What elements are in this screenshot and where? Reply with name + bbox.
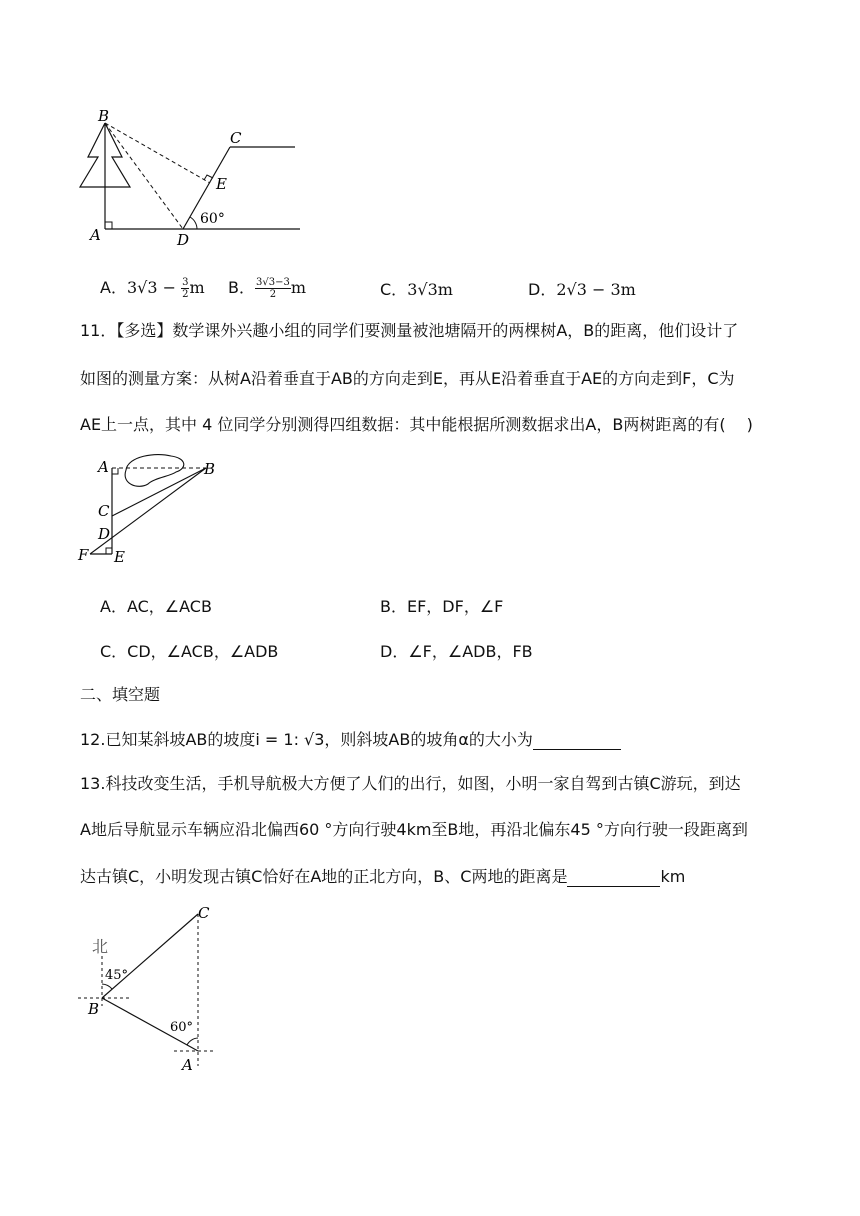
- q10-option-b-fraction: [255, 277, 291, 300]
- q13-line-2: A地后导航显示车辆应沿北偏西60 °方向行驶4km至B地，再沿北偏东45 °方向行驶一段距离到: [80, 820, 748, 839]
- fig1-label-b: B: [98, 107, 110, 125]
- q13-line-3-text: 达古镇C，小明发现古镇C恰好在A地的正北方向，B、C两地的距离是: [80, 867, 568, 886]
- q10-option-b-frac-num: 3√3−3: [255, 277, 290, 288]
- fig3-north-label: 北: [92, 937, 109, 956]
- figure-pond: [76, 450, 226, 570]
- q13-line-1: 13.科技改变生活，手机导航极大方便了人们的出行，如图，小明一家自驾到古镇C游玩，到达: [80, 774, 741, 793]
- q11-option-c: C．CD，∠ACB，∠ADB: [100, 642, 279, 661]
- fig3-label-b: B: [88, 1000, 100, 1018]
- q12-question: 12.已知某斜坡AB的坡度i = 1: √3，则斜坡AB的坡角α的大小为: [80, 730, 533, 749]
- q10-option-c: [380, 277, 453, 300]
- fig2-label-c: C: [98, 502, 110, 520]
- q12-text: [80, 727, 621, 750]
- q11-line-3: AE上一点，其中 4 位同学分别测得四组数据：其中能根据所测数据求出A，B两树距离的有( ): [80, 415, 753, 434]
- q13-unit: km: [660, 867, 686, 886]
- q11-option-b: B．EF，DF，∠F: [380, 597, 504, 616]
- fig2-label-b: B: [204, 460, 216, 478]
- q10-option-d: [528, 277, 636, 300]
- fig2-label-d: D: [98, 525, 111, 543]
- q13-line-3: [80, 864, 685, 887]
- q10-option-b-frac-den: 2: [269, 289, 277, 300]
- q10-option-b-unit: m: [290, 278, 306, 297]
- q10-option-a-text: 3√3 −: [126, 278, 182, 297]
- q10-option-a-frac-den: 2: [182, 289, 189, 300]
- q11-line-2: 如图的测量方案：从树A沿着垂直于AB的方向走到E，再从E沿着垂直于AE的方向走到F，C为: [80, 369, 735, 388]
- fig1-label-a: A: [90, 226, 101, 244]
- fig1-label-e: E: [216, 175, 227, 193]
- q13-answer-blank[interactable]: [567, 867, 660, 887]
- fig1-label-d: D: [177, 231, 190, 249]
- section-title-fill-blank: 二、填空题: [80, 685, 161, 704]
- q10-option-c-label: C．: [380, 280, 408, 299]
- fig3-angle-45: 45°: [105, 968, 129, 983]
- q10-option-a-frac-num: 3: [182, 277, 189, 288]
- fig1-angle-60: 60°: [200, 211, 225, 227]
- q12-answer-blank[interactable]: [533, 730, 621, 750]
- fig2-label-a: A: [98, 458, 109, 476]
- q10-option-a: [100, 275, 205, 300]
- fig2-label-f: F: [78, 546, 89, 564]
- fig3-label-c: C: [198, 904, 210, 922]
- fig3-label-a: A: [182, 1056, 193, 1074]
- q10-option-c-text: 3√3m: [407, 280, 453, 299]
- q10-option-d-text: 2√3 − 3m: [556, 280, 636, 299]
- q11-option-d: D．∠F，∠ADB，FB: [380, 642, 533, 661]
- q10-option-a-unit: m: [189, 278, 205, 297]
- q11-option-a: A．AC，∠ACB: [100, 597, 212, 616]
- q10-option-b-label: B．: [228, 278, 255, 297]
- figure-tree-slope: [70, 105, 310, 250]
- fig3-angle-60: 60°: [170, 1020, 194, 1035]
- fig1-label-c: C: [230, 129, 242, 147]
- q11-line-1: 11．【多选】数学课外兴趣小组的同学们要测量被池塘隔开的两棵树A，B的距离，他们设计了: [80, 321, 739, 340]
- fig2-label-e: E: [114, 548, 125, 566]
- q10-option-b: [228, 275, 306, 300]
- q10-option-d-label: D．: [528, 280, 557, 299]
- figure-navigation: [74, 900, 234, 1080]
- q10-option-a-label: A．: [100, 278, 127, 297]
